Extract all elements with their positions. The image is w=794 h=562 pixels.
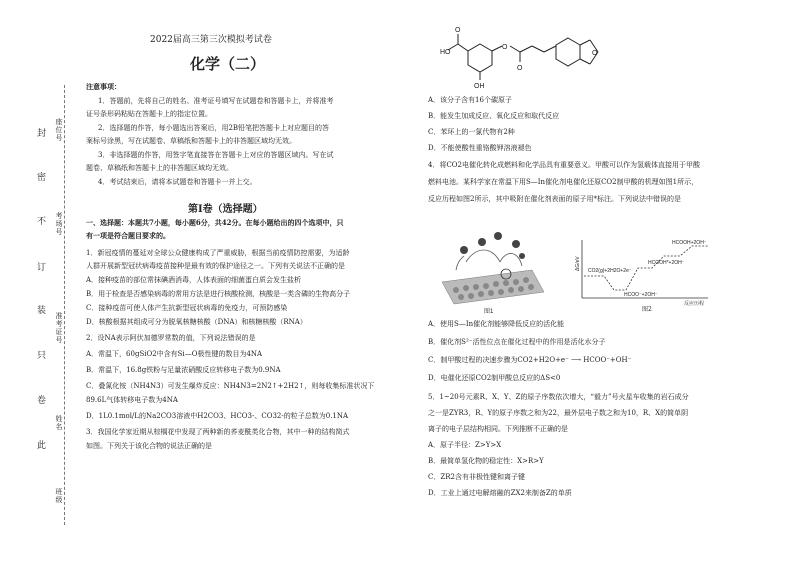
q4-stem: 反应历程如图2所示，其中吸附在催化剂表面的原子用*标注。下列说法中错误的是 [428, 195, 681, 203]
q1-option: B．用于检查是否感染病毒的常用方法是进行核酸检测，核酸是一类含磷的生物高分子 [86, 290, 351, 298]
q5-option: B．最简单氢化物的稳定性：X>R>Y [428, 457, 544, 465]
y-axis-label: ΔG/eV [575, 256, 581, 271]
note-line: 案标号涂黑，写在试题卷、草稿纸和答题卡上的非答题区域均无效。 [86, 137, 296, 145]
q4-option: C．制甲酸过程的决速步骤为CO2+H2O+e⁻ ⟶ HCOO⁻+OH⁻ [428, 356, 632, 364]
q4-stem: 燃料电池。某科学家在常温下用S—In催化剂电催化还原CO2制甲酸的机理如图1所示， [428, 178, 699, 186]
q2-option: D．1L0.1mol/L的Na2CO3溶液中H2CO3、HCO3-、CO32-的粒子总数为0.1NA [86, 412, 349, 420]
q4-figure-1 [436, 210, 548, 315]
ticket-number-label: 准考证号 [55, 312, 63, 344]
binding-word: 只 [35, 350, 45, 360]
q5-stem: 离子的电子层结构相同。下列推断不正确的是 [428, 425, 568, 433]
binding-word: 订 [35, 262, 45, 272]
q2-option: C．叠氮化铵（NH4N3）可发生爆炸反应：NH4N3=2N2↑+2H2↑，则每收集标准状况下 [86, 382, 375, 390]
figure-2-label: 图2 [642, 306, 652, 313]
note-line: 题卷、草稿纸和答题卡上的非答题区域均无效。 [86, 164, 233, 172]
subject-title: 化学（二） [190, 55, 266, 73]
section-title: 第Ⅰ卷（选择题） [188, 204, 263, 215]
q3-option: A．该分子含有16个碳原子 [428, 96, 512, 104]
section-intro: 一、选择题：本题共7小题，每小题6分，共42分。在每小题给出的四个选项中，只 [86, 218, 344, 227]
benzene-ring-left [468, 44, 492, 72]
q1-option: A．接种疫苗的部位常抹碘酒消毒，人体表面的细菌蛋白质会发生盐析 [86, 276, 302, 284]
q3-stem: 3．我国化学家近期从棕榈花中发现了两种新的荞麦酰类化合物，其中一种的结构简式 [86, 428, 350, 436]
state-label: CO2(g)+2H2O+2e⁻ [588, 268, 632, 274]
structure-label-o: O [455, 27, 461, 34]
note-line: 2．选择题的作答，每小题选出答案后，用2B铅笔把答题卡上对应题目的答 [98, 124, 330, 132]
binding-word: 密 [35, 172, 45, 182]
q2-stem: 2．设NA表示阿伏加德罗常数的值，下列说法错误的是 [86, 334, 256, 342]
section-intro: 有一项是符合题目要求的。 [86, 231, 170, 240]
note-line: 1．答题前，先将自己的姓名、准考证号填写在试题卷和答题卡上，并将准考 [98, 97, 334, 105]
structure-label-o: O [517, 65, 523, 72]
binding-word: 不 [35, 216, 45, 226]
q1-stem: 人群开展新型冠状病毒疫苗接种是最有效的保护途径之一。下列有关说法不正确的是 [86, 262, 345, 270]
q3-structure [440, 22, 620, 92]
q1-option: D．核酸根据其组成可分为脱氧核糖核酸（DNA）和核糖核酸（RNA） [86, 318, 307, 326]
state-label: HCOO⁻+2OH⁻ [624, 292, 658, 298]
q1-option: C．接种疫苗可使人体产生抗新型冠状病毒的免疫力，可预防感染 [86, 304, 288, 312]
note-line: 4．考试结束后，请将本试题卷和答题卡一并上交。 [98, 178, 257, 186]
class-label: 班级 [55, 488, 63, 504]
state-label: HCOOH+2OH⁻ [672, 240, 707, 246]
structure-label-o: O [592, 50, 598, 57]
q5-stem: 5．1~20号元素R、X、Y、Z的原子序数依次增大，“毅力”号火星车收集的岩石成分 [428, 393, 689, 401]
q2-option: A．常温下，60gSiO2中含有Si—O极性键的数目为4NA [86, 350, 263, 358]
notes-title: 注意事项： [86, 82, 121, 91]
exam-room-label: 考场号 [55, 212, 63, 236]
structure-label-oh: OH [474, 83, 485, 90]
q5-stem: 之一是ZYR3，R、Y的原子序数之和为22，最外层电子数之和为10，R、X的简单阴 [428, 409, 689, 417]
q3-option: C．苯环上的一氯代物有2种 [428, 128, 515, 136]
name-label: 姓名 [55, 415, 63, 431]
q5-option: A．原子半径：Z>Y>X [428, 441, 502, 449]
q4-figure-2 [568, 236, 718, 316]
note-line: 证号条形码粘贴在答题卡上的指定位置。 [86, 110, 212, 118]
q1-stem: 1．新冠疫情的蔓延对全球公众健康构成了严重威胁，根据当前疫情防控需要，为适龄 [86, 249, 350, 257]
q4-stem: 4．将CO2电催化转化成燃料和化学品具有重要意义。甲酸可以作为氢载体直接用于甲酸 [428, 161, 701, 169]
q5-option: D．工业上通过电解熔融的ZX2来制备Z的单质 [428, 489, 572, 497]
q3-stem: 如图。下列关于该化合物的说法正确的是 [86, 442, 212, 450]
binding-word: 卷 [35, 395, 45, 405]
figure-1-label: 图1 [484, 309, 494, 315]
q4-option: A．使用S—In催化剂能够降低反应的活化能 [428, 320, 565, 328]
benzene-ring-right [556, 38, 580, 66]
binding-word: 此 [35, 440, 45, 450]
binding-line [64, 85, 65, 525]
q3-option: B．能发生加成反应、氧化反应和取代反应 [428, 112, 560, 120]
binding-word: 封 [35, 128, 45, 138]
binding-word: 装 [35, 305, 45, 315]
state-label: HCOOH*+2OH⁻ [648, 260, 685, 266]
q3-option: D．不能使酸性重铬酸钾溶液褪色 [428, 144, 532, 152]
structure-label-ho: HO [440, 49, 451, 56]
x-axis-label: 反应历程 [684, 301, 705, 307]
q5-option: C．ZR2含有非极性键和离子键 [428, 473, 525, 481]
structure-label-o: O [502, 44, 508, 51]
q2-option: B．常温下，16.8g铁粉与足量浓硝酸反应转移电子数为0.9NA [86, 366, 281, 374]
note-line: 3．非选择题的作答，用签字笔直接答在答题卡上对应的答题区域内。写在试 [98, 151, 334, 159]
seat-number-label: 座位号 [55, 118, 63, 142]
exam-title: 2022届高三第三次模拟考试卷 [150, 35, 272, 45]
q4-option: D．电催化还原CO2制甲酸总反应的ΔS<0 [428, 374, 561, 382]
q4-option: B．催化剂S²⁻活性位点在催化过程中的作用是活化水分子 [428, 338, 606, 346]
q2-option: 89.6L气体转移电子数为4NA [86, 396, 178, 404]
